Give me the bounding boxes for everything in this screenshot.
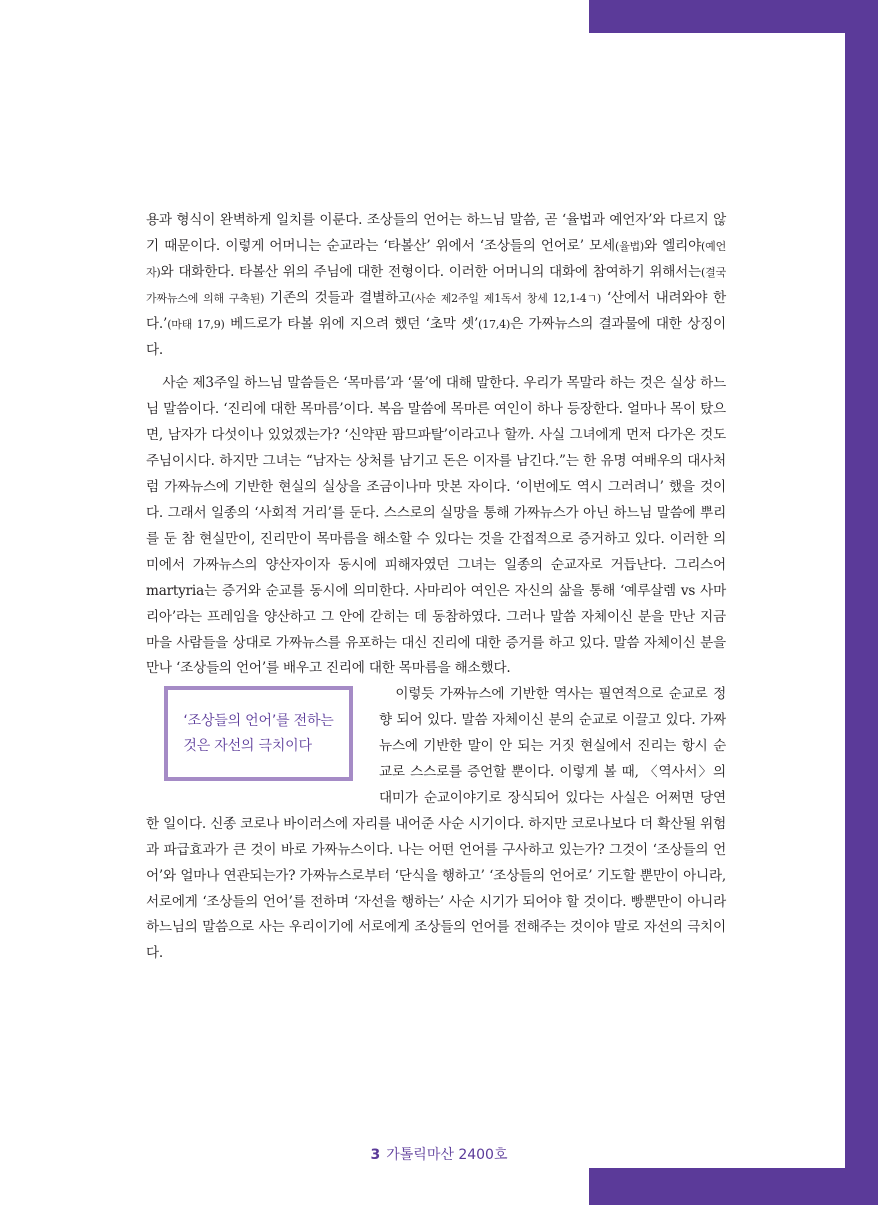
p1-text-a: 용과 형식이 완벽하게 일치를 이룬다. 조상들의 언어는 하느님 말씀, 곧 ‘율법과 예언자’와 다르지 않기 때문이다. 이렇게 어머니는 순교라는 ‘타볼산’ 위에서 ‘조상들의 언어로’ 모세 [146,212,726,254]
pullquote-line-1: ‘조상들의 언어’를 전하는 [183,712,334,729]
frame-top-bar [589,0,878,33]
p1-note-b: (예언자) [146,239,726,279]
p1-text-g: 은 가짜뉴스의 결과물에 대한 상징이다. [146,315,726,358]
paragraph-3: 이렇듯 가짜뉴스에 기반한 역사는 필연적으로 순교로 정향 되어 있다. 말씀 자체이신 분의 순교로 이끌고 있다. 가짜뉴스에 기반한 말이 안 되는 거짓 현실에서 진리는 항시 순교로 스스로를 증언할 뿐이다. 이렇게 볼 때, 〈역사서〉의 대미가 순교이야기로 장식되어 있다는 사실은 어쩌면 당연한 일이다. 신종 코로나 바이러스에 자리를 내어준 사순 시기이다. 하지만 코로나보다 더 확산될 위험과 파급효과가 큰 것이 바로 가짜뉴스이다. 나는 어떤 언어를 구사하고 있는가? 그것이 ‘조상들의 언어’와 얼마나 연관되는가? 가짜뉴스로부터 ‘단식을 행하고’ ‘조상들의 언어로’ 기도할 뿐만이 아니라, 서로에게 ‘조상들의 언어’를 전하며 ‘자선을 행하는’ 사순 시기가 되어야 할 것이다. 빵뿐만이 아니라 하느님의 말씀으로 사는 우리이기에 서로에게 조상들의 언어를 전해주는 것이야 말로 자선의 극치이다. [146,686,726,962]
p1-text-c: 와 대화한다. 타볼산 위의 주님에 대한 전형이다. 이러한 어머니의 대화에 참여하기 위해서는 [160,263,702,280]
page-number: 3 [370,1147,381,1163]
paragraph-2: 사순 제3주일 하느님 말씀들은 ‘목마름’과 ‘물’에 대해 말한다. 우리가 목말라 하는 것은 실상 하느님 말씀이다. ‘진리에 대한 목마름’이다. 복음 말씀에 목마른 여인이 하나 등장한다. 얼마나 목이 탔으면, 남자가 다섯이나 있었겠는가? ‘신약판 팜므파탈’이라고나 할까. 사실 그녀에게 먼저 다가온 것도 주님이시다. 하지만 그녀는 “남자는 상처를 남기고 돈은 이자를 남긴다.”는 한 유명 여배우의 대사처럼 가짜뉴스에 기반한 현실의 실상을 조금이나마 맛본 자이다. ‘이번에도 역시 그러려니’ 했을 것이다. 그래서 일종의 ‘사회적 거리’를 둔다. 스스로의 실망을 통해 가짜뉴스가 아닌 하느님 말씀에 뿌리를 둔 참 현실만이, 진리만이 목마름을 해소할 수 있다는 것을 간접적으로 증거하고 있다. 이러한 의미에서 가짜뉴스의 양산자이자 동시에 피해자였던 그녀는 일종의 순교자로 거듭난다. 그리스어 martyria는 증거와 순교를 동시에 의미한다. 사마리아 여인은 자신의 삶을 통해 ‘예루살렘 vs 사마리아’라는 프레임을 양산하고 그 안에 갇히는 데 동참하였다. 그러나 말씀 자체이신 분을 만난 지금 마을 사람들을 상대로 가짜뉴스를 유포하는 대신 진리에 대한 증거를 하고 있다. 말씀 자체이신 분을 만나 ‘조상들의 언어’를 배우고 진리에 대한 목마름을 해소했다. [146,375,726,677]
frame-right-bar [845,0,878,1205]
pullquote-line-2: 것은 자선의 극치이다 [183,737,312,754]
p1-text-e: ‘산에서 내려와야 한다.’ [146,289,726,332]
paragraph-1 [146,208,726,363]
pullquote-text [183,709,333,759]
p1-note-d: (사순 제2주일 제1독서 창세 12,1-4ㄱ) [410,291,602,305]
pullquote-box [164,686,353,781]
p1-note-c: (결국 가짜뉴스에 의해 구축된) [146,265,726,305]
frame-bottom-bar [589,1168,878,1205]
page-footer [0,1144,878,1164]
p1-note-e: (마태 17,9) [167,317,225,331]
p1-text-d: 기존의 것들과 결별하고 [264,289,411,306]
p1-text-f: 베드로가 타볼 위에 지으려 했던 ‘초막 셋’ [224,315,479,332]
p1-text-b: 와 엘리야 [644,237,702,254]
publication-name: 가톨릭마산 2400호 [386,1147,508,1163]
p1-note-a: (율법) [614,239,645,253]
article-body [146,208,726,967]
p1-note-f: (17,4) [478,317,511,331]
